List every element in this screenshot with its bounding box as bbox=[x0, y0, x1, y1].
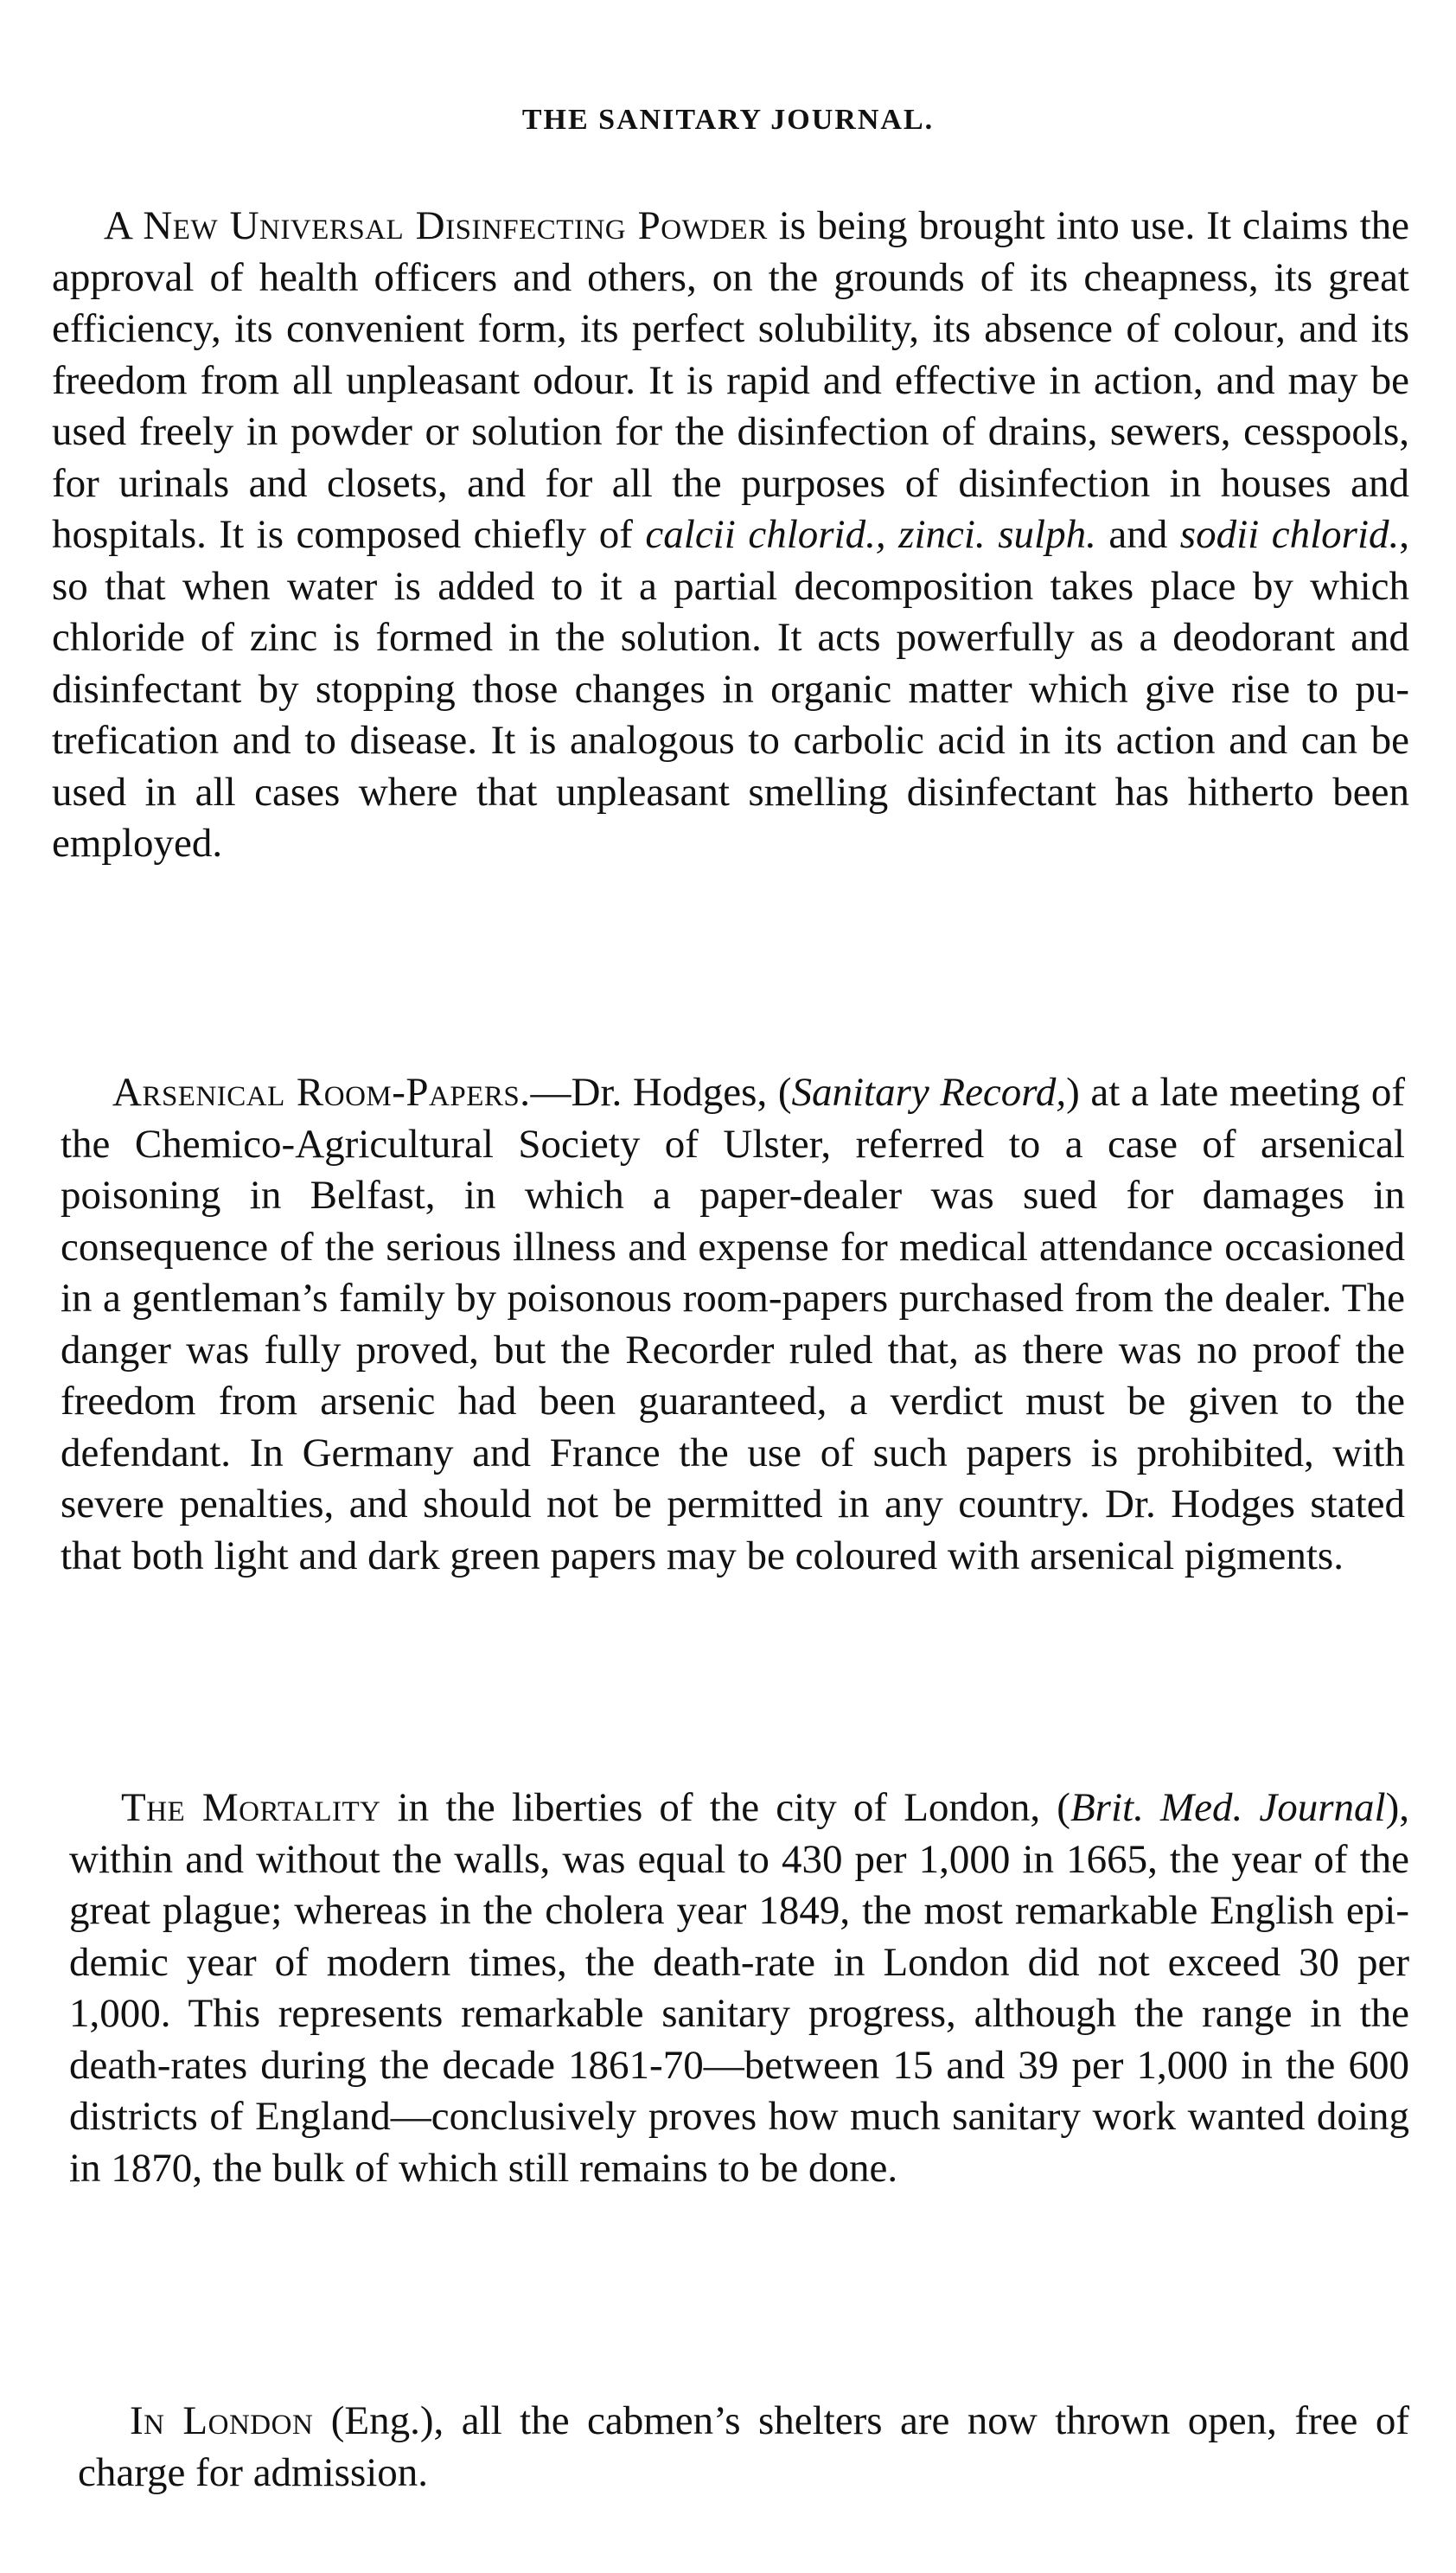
article-lead: In London bbox=[130, 2398, 314, 2443]
article-text: —Dr. Hodges, ( bbox=[530, 1070, 792, 1115]
article-disinfecting-powder bbox=[52, 201, 1409, 870]
article-italic-term: sodii chlorid. bbox=[1179, 512, 1400, 557]
article-cabmen-shelters bbox=[78, 2396, 1409, 2499]
article-text: (Eng.), all the cabmen’s shelters are now thrown open, free of charge for admission. bbox=[78, 2398, 1409, 2495]
article-source-citation: Brit. Med. Journal bbox=[1070, 1785, 1386, 1830]
article-lead: Arsenical Room-Papers. bbox=[112, 1070, 531, 1115]
article-mortality bbox=[69, 1783, 1409, 2194]
article-text: , so that when water is added to it a partial decomposition takes place by which chloride of zinc is formed in the solution. It acts powerfully as a deodorant and disinfectant by stopping those changes in organic matter which give rise to putrefication and to disease. It is analogous to carbolic acid in its action and can be used in all cases where that unpleasant smelling disinfectant has hitherto been employed. bbox=[52, 512, 1409, 866]
article-text: in the liberties of the city of London, ( bbox=[380, 1785, 1070, 1830]
article-source-citation: Sanitary Record, bbox=[791, 1070, 1067, 1115]
article-text: ), within and without the walls, was equal to 430 per 1,000 in 1665, the year of the great plague; whereas in the cholera year 1849, the most remarkable English epidemic year of modern times, the death-rate in London did not exceed 30 per 1,000. This represents remarkable sanitary progress, although the range in the death-rates during the decade 1861-70—between 15 and 39 per 1,000 in the 600 districts of England—conclusively proves how much sanitary work wanted doing in 1870, the bulk of which still remains to be done. bbox=[69, 1785, 1409, 2191]
article-text: and bbox=[1095, 512, 1180, 557]
article-lead: A New Universal Disinfecting Powder bbox=[104, 203, 768, 248]
article-arsenical-room-papers bbox=[61, 1067, 1405, 1582]
article-text: ) at a late meeting of the Chemico-Agricultural Society of Ulster, referred to a case of arsenical poisoning in Belfast, in which a paper-dealer was sued for damages in consequence of the serious illness and expense for medical attendance occasioned in a gentleman’s family by poisonous room-papers purchased from the dealer. The danger was fully proved, but the Recorder ruled that, as there was no proof the freedom from arsenic had been guaranteed, a verdict must be given to the defendant. In Germany and France the use of such papers is prohibited, with severe penalties, and should not be permitted in any country. Dr. Hodges stated that both light and dark green papers may be coloured with arsenical pigments. bbox=[61, 1070, 1405, 1578]
running-head: THE SANITARY JOURNAL. bbox=[521, 104, 935, 136]
article-italic-term: calcii chlorid., zinci. sulph. bbox=[645, 512, 1096, 557]
article-text: is being brought into use. It claims the approval of health officers and others, on the grounds of its cheapness, its great efficiency, its convenient form, its perfect solubility, its absence of colour, and its freedom from all unpleasant odour. It is rapid and effective in action, and may be used freely in powder or solution for the disinfection of drains, sewers, cesspools, for urinals and closets, and for all the purposes of disinfection in houses and hospitals. It is composed chiefly of bbox=[52, 203, 1409, 557]
article-lead: The Mortality bbox=[121, 1785, 381, 1830]
